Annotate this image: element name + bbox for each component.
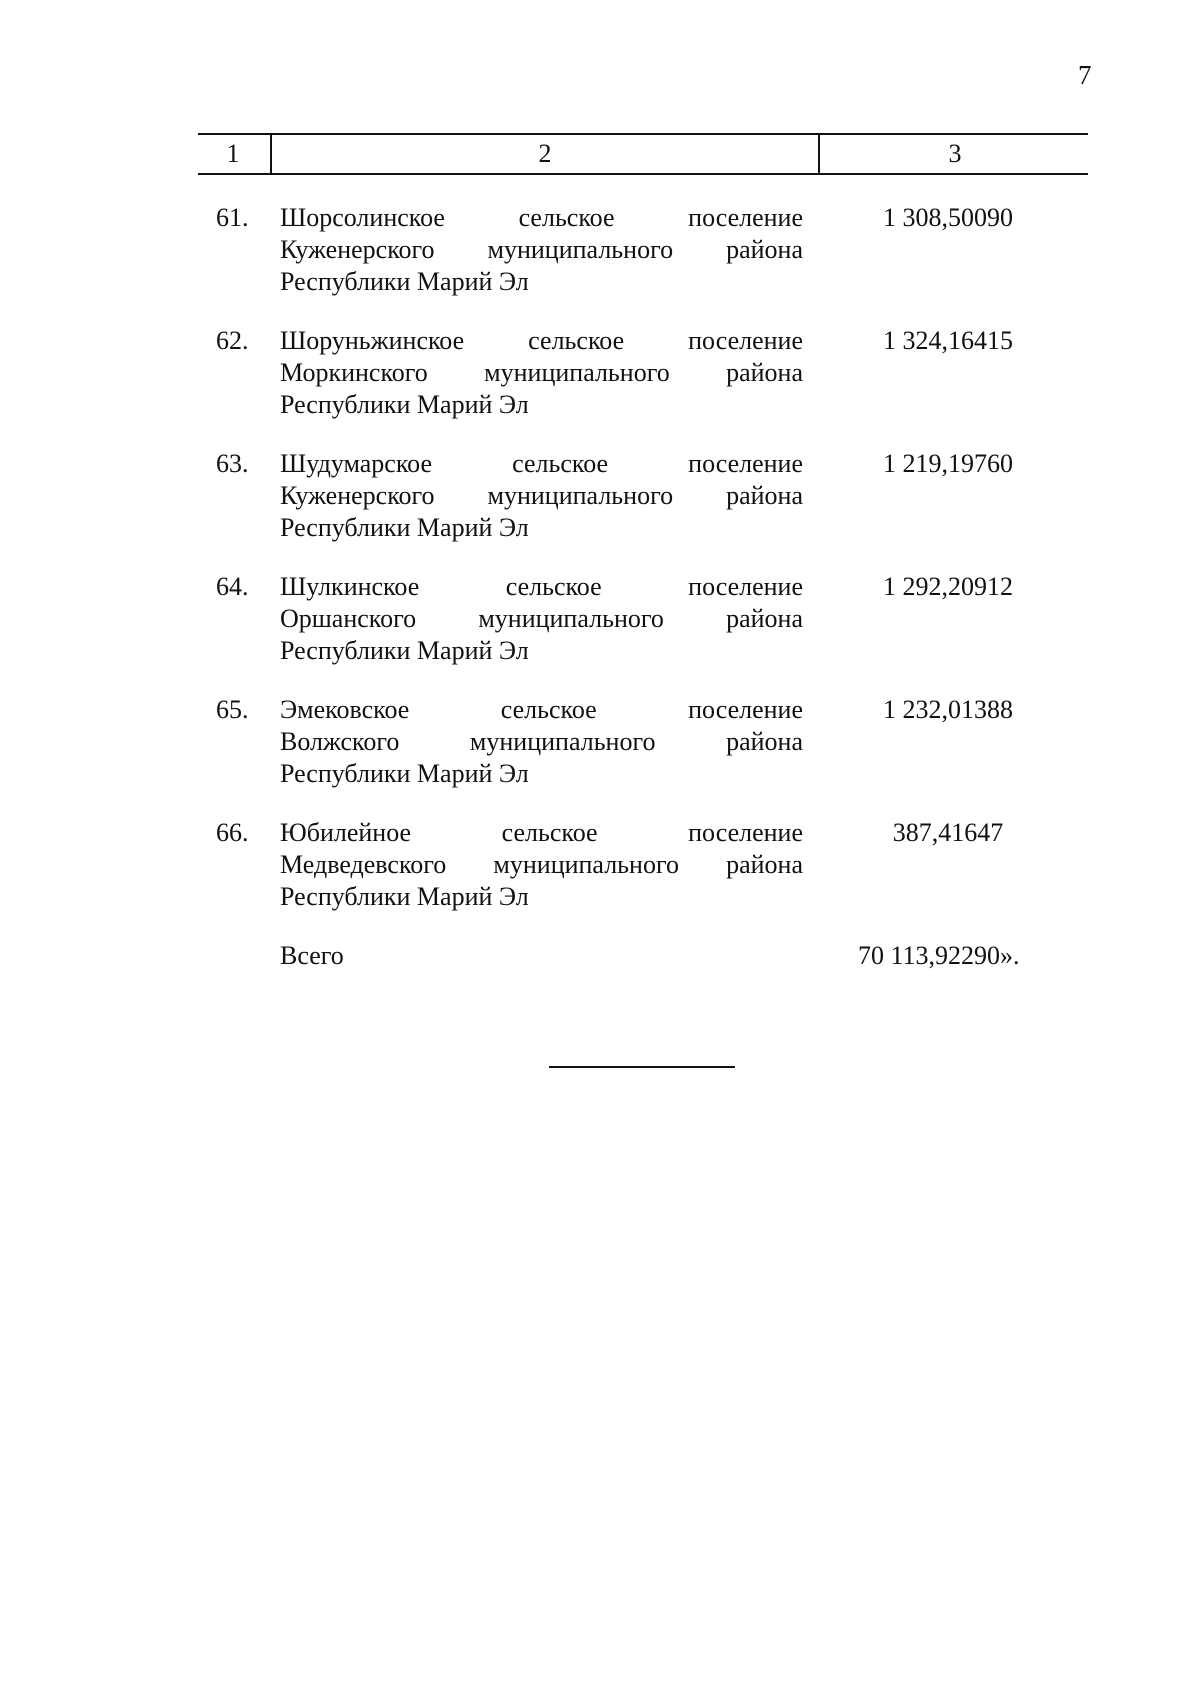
row-number: 63. bbox=[216, 449, 249, 478]
table-header bbox=[198, 133, 1088, 175]
settlement-name-line: Куженерского муниципального района bbox=[280, 235, 803, 264]
settlement-name-line: Шорсолинское сельское поселение bbox=[280, 203, 803, 232]
row-value: 387,41647 bbox=[892, 818, 1004, 847]
settlement-name-line: Юбилейное сельское поселение bbox=[280, 818, 803, 847]
row-value: 1 232,01388 bbox=[883, 695, 1013, 724]
settlement-name-line: Шулкинское сельское поселение bbox=[280, 572, 803, 601]
total-row bbox=[0, 940, 1200, 980]
column-header-3: 3 bbox=[818, 135, 1090, 173]
settlement-name-line: Куженерского муниципального района bbox=[280, 481, 803, 510]
row-value: 1 308,50090 bbox=[883, 203, 1013, 232]
table-row bbox=[0, 325, 1200, 448]
settlement-name-line: Моркинского муниципального района bbox=[280, 358, 803, 387]
settlement-name-line: Медведевского муниципального района bbox=[280, 850, 803, 879]
end-divider bbox=[549, 1066, 735, 1068]
settlement-name-line: Республики Марий Эл bbox=[280, 390, 529, 419]
settlement-name bbox=[280, 202, 803, 298]
settlement-name-line: Республики Марий Эл bbox=[280, 513, 529, 542]
table-body bbox=[0, 202, 1200, 980]
settlement-name bbox=[280, 694, 803, 790]
column-header-2: 2 bbox=[270, 135, 818, 173]
settlement-name-line: Республики Марий Эл bbox=[280, 759, 529, 788]
row-value: 1 292,20912 bbox=[883, 572, 1013, 601]
settlement-name bbox=[280, 325, 803, 421]
settlement-name-line: Шоруньжинское сельское поселение bbox=[280, 326, 803, 355]
total-value: 70 113,92290». bbox=[858, 941, 1020, 970]
settlement-name-line: Волжского муниципального района bbox=[280, 727, 803, 756]
table-row bbox=[0, 694, 1200, 817]
column-header-1: 1 bbox=[226, 139, 240, 168]
row-number: 62. bbox=[216, 326, 249, 355]
page-number: 7 bbox=[1078, 60, 1092, 90]
row-number: 66. bbox=[216, 818, 249, 847]
row-number: 65. bbox=[216, 695, 249, 724]
row-number: 61. bbox=[216, 203, 249, 232]
settlement-name bbox=[280, 448, 803, 544]
row-number: 64. bbox=[216, 572, 249, 601]
table-row bbox=[0, 202, 1200, 325]
settlement-name-line: Республики Марий Эл bbox=[280, 882, 529, 911]
settlement-name bbox=[280, 817, 803, 913]
settlement-name bbox=[280, 571, 803, 667]
settlement-name-line: Эмековское сельское поселение bbox=[280, 695, 803, 724]
settlement-name-line: Шудумарское сельское поселение bbox=[280, 449, 803, 478]
row-value: 1 324,16415 bbox=[883, 326, 1013, 355]
table-row bbox=[0, 817, 1200, 940]
settlement-name-line: Оршанского муниципального района bbox=[280, 604, 803, 633]
total-label: Всего bbox=[280, 941, 344, 970]
table-row bbox=[0, 571, 1200, 694]
settlement-name-line: Республики Марий Эл bbox=[280, 636, 529, 665]
settlement-name-line: Республики Марий Эл bbox=[280, 267, 529, 296]
row-value: 1 219,19760 bbox=[883, 449, 1013, 478]
table-row bbox=[0, 448, 1200, 571]
